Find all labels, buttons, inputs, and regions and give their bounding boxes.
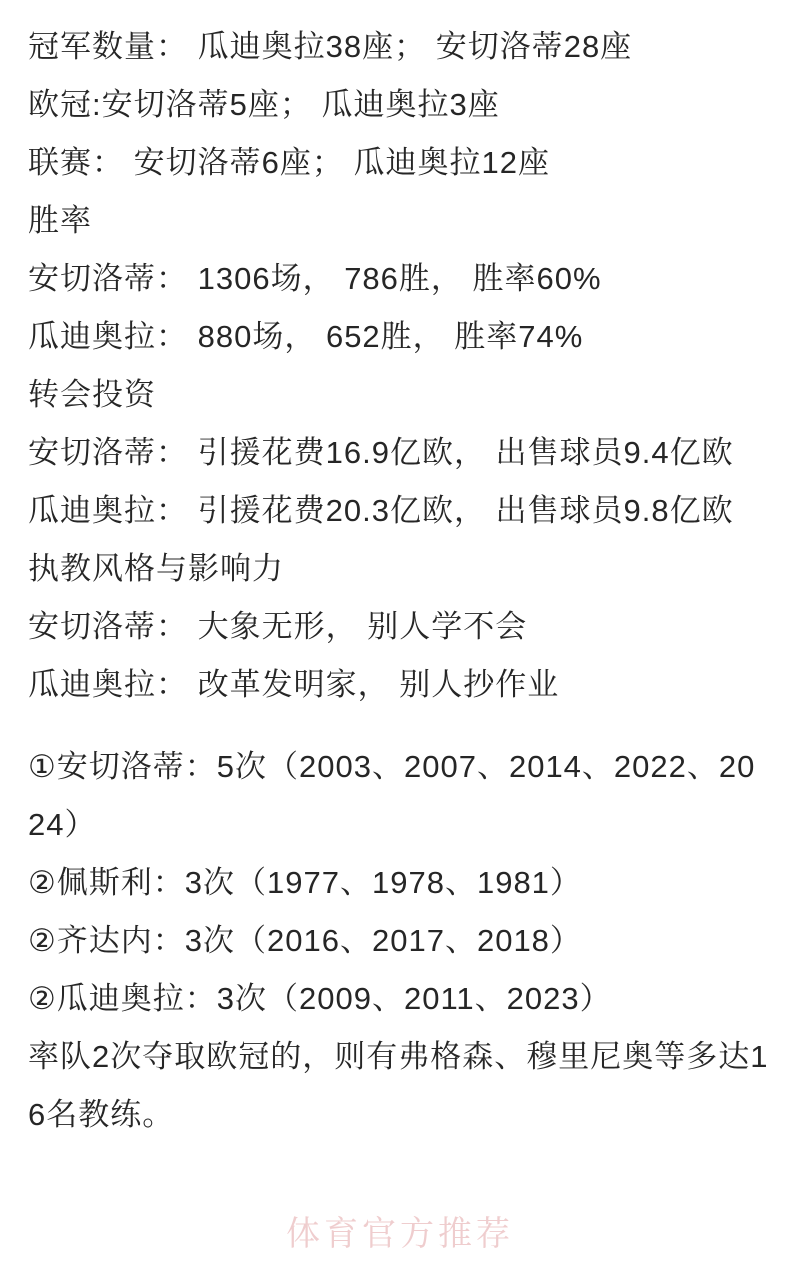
text-line: 安切洛蒂： 1306场， 786胜， 胜率60% [28, 261, 602, 296]
ranking-line: 率队2次夺取欧冠的，则有弗格森、穆里尼奥等多达16名教练。 [28, 1039, 769, 1132]
ranking-line: ①安切洛蒂：5次（2003、2007、2014、2022、2024） [28, 749, 756, 842]
ranking-line: ②佩斯利：3次（1977、1978、1981） [28, 865, 582, 900]
section-divider [28, 714, 772, 738]
text-line: 瓜迪奥拉： 改革发明家， 别人抄作业 [28, 667, 560, 702]
ranking-line: ②齐达内：3次（2016、2017、2018） [28, 923, 582, 958]
ranking-line: ②瓜迪奥拉：3次（2009、2011、2023） [28, 981, 612, 1016]
text-line: 安切洛蒂： 大象无形， 别人学不会 [28, 609, 528, 644]
text-line: 联赛： 安切洛蒂6座； 瓜迪奥拉12座 [28, 145, 550, 180]
text-line: 瓜迪奥拉： 880场， 652胜， 胜率74% [28, 319, 584, 354]
section-heading: 执教风格与影响力 [28, 551, 284, 586]
text-line: 安切洛蒂： 引援花费16.9亿欧， 出售球员9.4亿欧 [28, 435, 734, 470]
text-line: 冠军数量： 瓜迪奥拉38座； 安切洛蒂28座 [28, 29, 633, 64]
section-heading: 胜率 [28, 203, 92, 238]
watermark: 体育官方推荐 [286, 1215, 514, 1253]
text-line: 瓜迪奥拉： 引援花费20.3亿欧， 出售球员9.8亿欧 [28, 493, 734, 528]
text-line: 欧冠:安切洛蒂5座； 瓜迪奥拉3座 [28, 87, 500, 122]
section-heading: 转会投资 [28, 377, 156, 412]
